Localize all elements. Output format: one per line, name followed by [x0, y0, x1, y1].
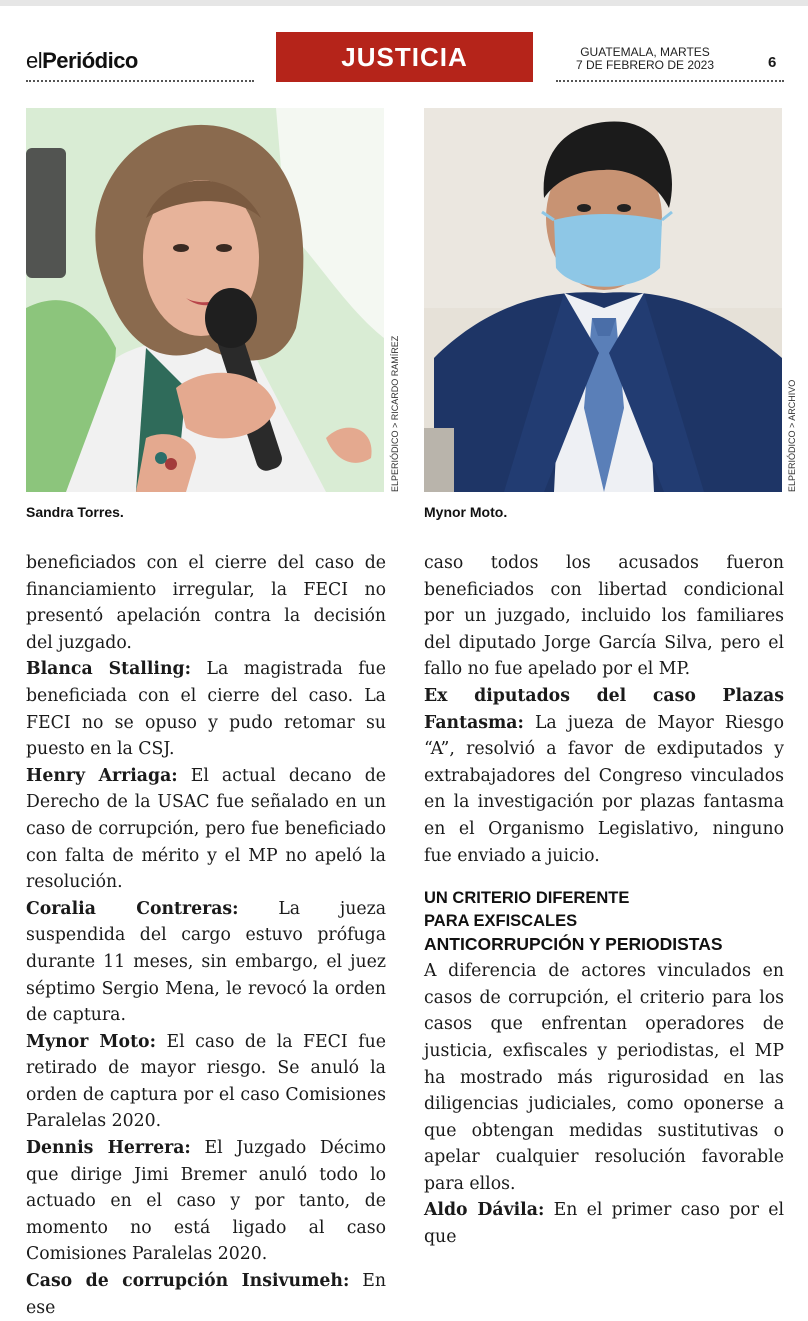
- top-strip: [0, 0, 808, 6]
- paragraph-text: La jueza suspendida del cargo estuvo prófuga durante 11 meses, sin embargo, el juez séptimo Sergio Mena, le revocó la orden de captura.: [26, 898, 386, 1026]
- paragraph: [26, 1029, 386, 1135]
- article-column-left: [26, 550, 386, 1321]
- paragraph: [26, 763, 386, 896]
- paragraph: [424, 1197, 784, 1250]
- paragraph-text: caso todos los acusados fueron beneficiados con libertad condicional por un juzgado, incluido los familiares del diputado Jorge García Silva, pero el fallo no fue apelado por el MP.: [424, 553, 784, 680]
- paragraph-text: La jueza de Mayor Riesgo “A”, resolvió a favor de exdiputados y extrabajadores del Congreso vinculados en la investigación por plazas fantasma en el Organismo Legislativo, ninguno fue enviado a juicio.: [424, 712, 784, 866]
- paragraph-lead: Blanca Stalling:: [26, 659, 192, 680]
- paragraph: [26, 896, 386, 1029]
- paragraph: [424, 958, 784, 1197]
- portrait-man-mask-image: [424, 108, 782, 492]
- section-banner: [276, 32, 533, 82]
- paragraph-lead: Mynor Moto:: [26, 1031, 156, 1052]
- portrait-woman-microphone-image: [26, 108, 384, 492]
- article-column-right: [424, 550, 784, 1251]
- paragraph-text: El caso de la FECI fue retirado de mayor riesgo. Se anuló la orden de captura por el caso Comisiones Paralelas 2020.: [26, 1031, 386, 1132]
- paragraph: [26, 656, 386, 762]
- newspaper-logo[interactable]: [26, 48, 138, 74]
- paragraph-lead: Henry Arriaga:: [26, 765, 178, 786]
- section-title: JUSTICIA: [341, 41, 468, 72]
- paragraph-text: El Juzgado Décimo que dirige Jimi Bremer anuló todo lo actuado en el caso y por tanto, de momento no está ligado al caso Comisiones Paralelas 2020.: [26, 1138, 386, 1265]
- paragraph-lead: Caso de corrupción Insivumeh:: [26, 1271, 350, 1292]
- subheading-line: PARA EXFISCALES: [424, 912, 578, 931]
- logo-prefix: el: [26, 48, 43, 73]
- photo-credit-1: ELPERIÓDICO > RICARDO RAMÍREZ: [390, 335, 400, 492]
- paragraph: [26, 1135, 386, 1268]
- header-divider-left: [26, 80, 254, 82]
- photo-credit-2: ELPERIÓDICO > ARCHIVO: [787, 379, 797, 492]
- logo-main: Periódico: [42, 48, 138, 73]
- paragraph-lead: Aldo Dávila:: [424, 1200, 545, 1221]
- paragraph-text: beneficiados con el cierre del caso de financiamiento irregular, la FECI no presentó apelación contra la decisión del juzgado.: [26, 553, 386, 653]
- paragraph-text: A diferencia de actores vinculados en casos de corrupción, el criterio para los casos que enfrentan operadores de justicia, exfiscales y periodistas, el MP ha mostrado más rigurosidad en las diligencias judiciales, como oponerse a que obtengan medidas sustitutivas o apelar cualquier resolución favorable para ellos.: [424, 961, 784, 1194]
- dateline: [570, 46, 720, 72]
- paragraph-lead: Ex diputados del caso Plazas Fantasma:: [424, 685, 784, 733]
- photo-sandra-torres: [26, 108, 384, 492]
- paragraph: [26, 550, 386, 656]
- paragraph: [424, 683, 784, 869]
- subheading-line: UN CRITERIO DIFERENTE: [424, 889, 630, 908]
- paragraph: [26, 1268, 386, 1321]
- paragraph-text: En el primer caso por el que: [424, 1200, 785, 1248]
- paragraph-lead: Dennis Herrera:: [26, 1138, 191, 1159]
- paragraph-lead: Coralia Contreras:: [26, 898, 239, 919]
- page-number: 6: [768, 54, 777, 71]
- photo-mynor-moto: [424, 108, 782, 492]
- section-subheading: [424, 887, 784, 956]
- date-line-1: GUATEMALA, MARTES: [580, 45, 710, 59]
- paragraph-text: El actual decano de Derecho de la USAC fue señalado en un caso de corrupción, pero fue beneficiado con falta de mérito y el MP no apeló la resolución.: [26, 765, 386, 893]
- paragraph: [424, 550, 784, 683]
- paragraph-text: La magistrada fue beneficiada con el cierre del caso. La FECI no se opuso y pudo retomar su puesto en la CSJ.: [26, 659, 386, 760]
- header-divider-right: [556, 80, 784, 82]
- subheading-line: ANTICORRUPCIÓN Y PERIODISTAS: [424, 934, 723, 955]
- date-line-2: 7 DE FEBRERO DE 2023: [575, 58, 715, 72]
- photo-caption-2: Mynor Moto.: [424, 504, 508, 520]
- paragraph-text: En ese: [26, 1271, 386, 1318]
- photo-caption-1: Sandra Torres.: [26, 504, 124, 520]
